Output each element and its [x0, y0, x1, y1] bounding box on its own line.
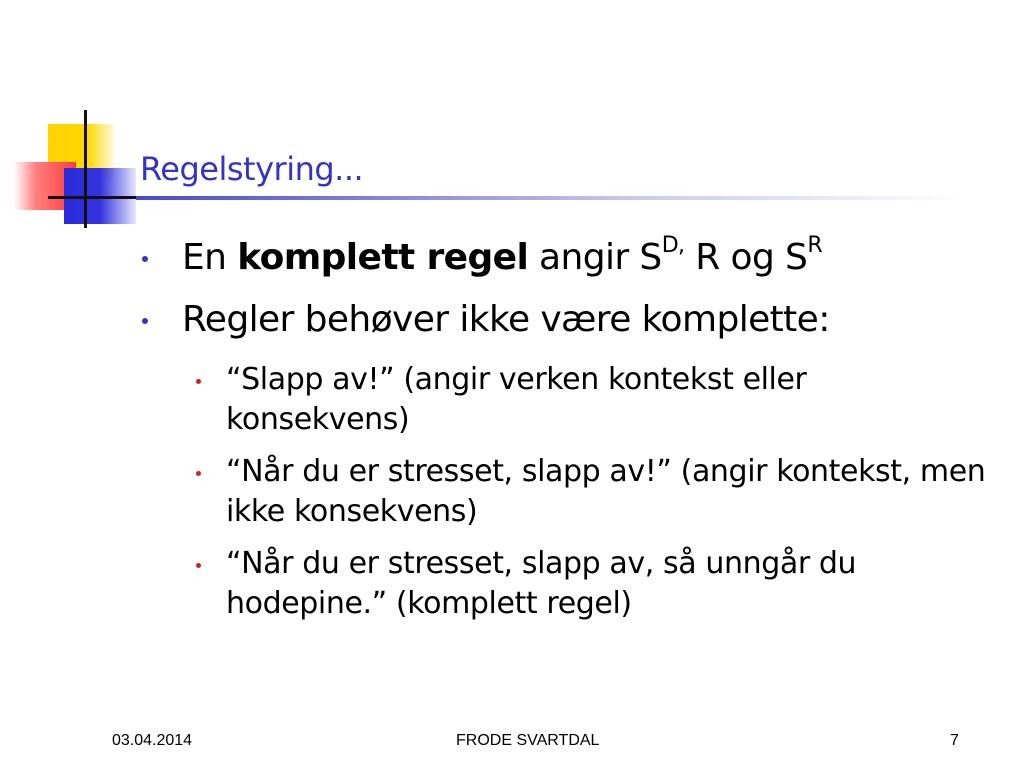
bullet-dot-icon — [142, 318, 148, 324]
footer-page-number: 7 — [950, 732, 959, 749]
sub-bullet-item — [186, 544, 986, 624]
footer-date: 03.04.2014 — [112, 732, 193, 749]
bullet-text-mid2: R og S — [684, 237, 808, 278]
title-divider — [136, 196, 966, 200]
bullet-dot-icon — [142, 256, 148, 262]
sub-bullet-item — [186, 452, 986, 532]
sub-bullet-text: “Når du er stresset, slapp av, så unngår du hodepine.” (komplett regel) — [226, 546, 857, 621]
bullet-text-pre: En — [182, 237, 238, 278]
footer-author: FRODE SVARTDAL — [456, 732, 600, 749]
bullet-item — [140, 233, 1000, 280]
logo-horizontal-line — [48, 196, 138, 199]
sub-bullet-dot-icon — [196, 471, 201, 476]
slide-title: Regelstyring... — [140, 150, 364, 188]
bullet-text-bold: komplett regel — [237, 237, 529, 278]
bullet-text-mid: angir S — [528, 237, 662, 278]
superscript-r: R — [807, 233, 822, 258]
bullet-item — [140, 298, 1000, 342]
sub-bullet-dot-icon — [196, 563, 201, 568]
slide-logo — [0, 0, 140, 240]
sub-bullet-text: “Slapp av!” (angir verken kontekst eller konsekvens) — [226, 362, 807, 437]
slide-content — [140, 233, 1000, 636]
sub-bullet-dot-icon — [196, 379, 201, 384]
superscript-d: D, — [661, 233, 685, 258]
sub-bullet-item — [186, 360, 986, 440]
logo-vertical-line — [84, 110, 87, 228]
sub-bullet-text: “Når du er stresset, slapp av!” (angir kontekst, men ikke konsekvens) — [226, 454, 986, 529]
bullet-text: Regler behøver ikke være komplette: — [182, 299, 830, 340]
